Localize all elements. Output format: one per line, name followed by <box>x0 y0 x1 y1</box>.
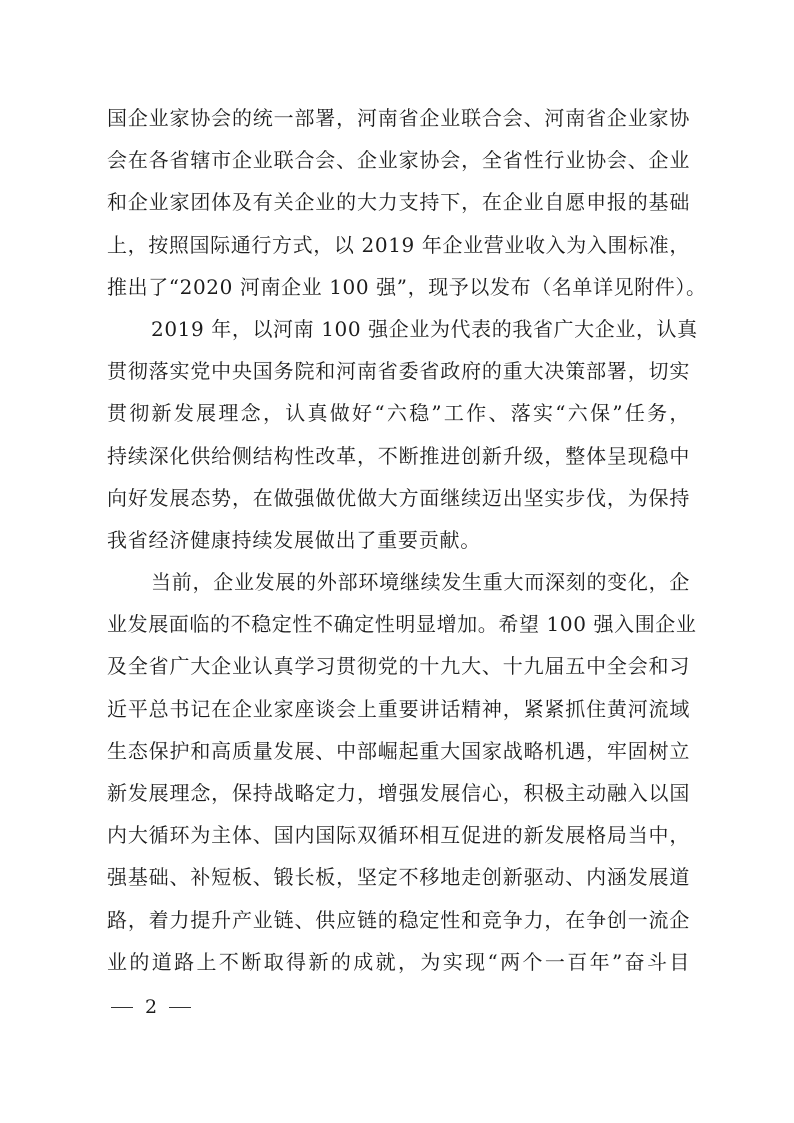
text-line: 近平总书记在企业家座谈会上重要讲话精神，紧紧抓住黄河流域 <box>107 696 690 721</box>
text-line: 会在各省辖市企业联合会、企业家协会，全省性行业协会、企业 <box>107 148 690 173</box>
text-line: 新发展理念，保持战略定力，增强发展信心，积极主动融入以国 <box>107 781 690 805</box>
paragraph-1 <box>107 97 707 308</box>
text-line: 我省经济健康持续发展做出了重要贡献。 <box>107 527 482 552</box>
text-line: 贯彻落实党中央国务院和河南省委省政府的重大决策部署，切实 <box>107 359 690 384</box>
paragraph-3 <box>107 561 697 983</box>
right-dash <box>169 1007 191 1008</box>
page-footer <box>111 990 191 1024</box>
text-line: 及全省广大企业认真学习贯彻党的十九大、十九届五中全会和习 <box>107 654 690 679</box>
paragraph-2 <box>107 308 698 561</box>
text-line: 生态保护和高质量发展、中部崛起重大国家战略机遇，牢固树立 <box>107 738 690 763</box>
text-line: 路，着力提升产业链、供应链的稳定性和竞争力，在争创一流企 <box>107 907 690 932</box>
text-line: 当前，企业发展的外部环境继续发生重大而深刻的变化，企 <box>151 570 690 595</box>
text-line: 2019 年，以河南 100 强企业为代表的我省广大企业，认真 <box>151 316 698 341</box>
text-line: 国企业家协会的统一部署，河南省企业联合会、河南省企业家协 <box>107 106 690 130</box>
text-line: 上，按照国际通行方式，以 2019 年企业营业收入为入围标准， <box>107 232 690 257</box>
text-line: 业发展面临的不稳定性不确定性明显增加。希望 100 强入围企业 <box>107 612 697 637</box>
text-line: 和企业家团体及有关企业的大力支持下，在企业自愿申报的基础 <box>107 190 690 215</box>
left-dash <box>111 1007 133 1008</box>
text-line: 向好发展态势，在做强做优做大方面继续迈出坚实步伐，为保持 <box>107 485 690 510</box>
body-text <box>107 97 707 983</box>
text-line: 内大循环为主体、国内国际双循环相互促进的新发展格局当中， <box>107 823 690 848</box>
text-line: 强基础、补短板、锻长板，坚定不移地走创新驱动、内涵发展道 <box>107 865 690 890</box>
page-number: 2 <box>145 996 158 1018</box>
text-line: 业的道路上不断取得新的成就，为实现“两个一百年”奋斗目 <box>107 949 690 974</box>
text-line: 推出了“2020 河南企业 100 强”，现予以发布（名单详见附件）。 <box>107 274 707 299</box>
text-line: 贯彻新发展理念，认真做好“六稳”工作、落实“六保”任务， <box>107 401 690 426</box>
text-line: 持续深化供给侧结构性改革，不断推进创新升级，整体呈现稳中 <box>107 443 690 468</box>
